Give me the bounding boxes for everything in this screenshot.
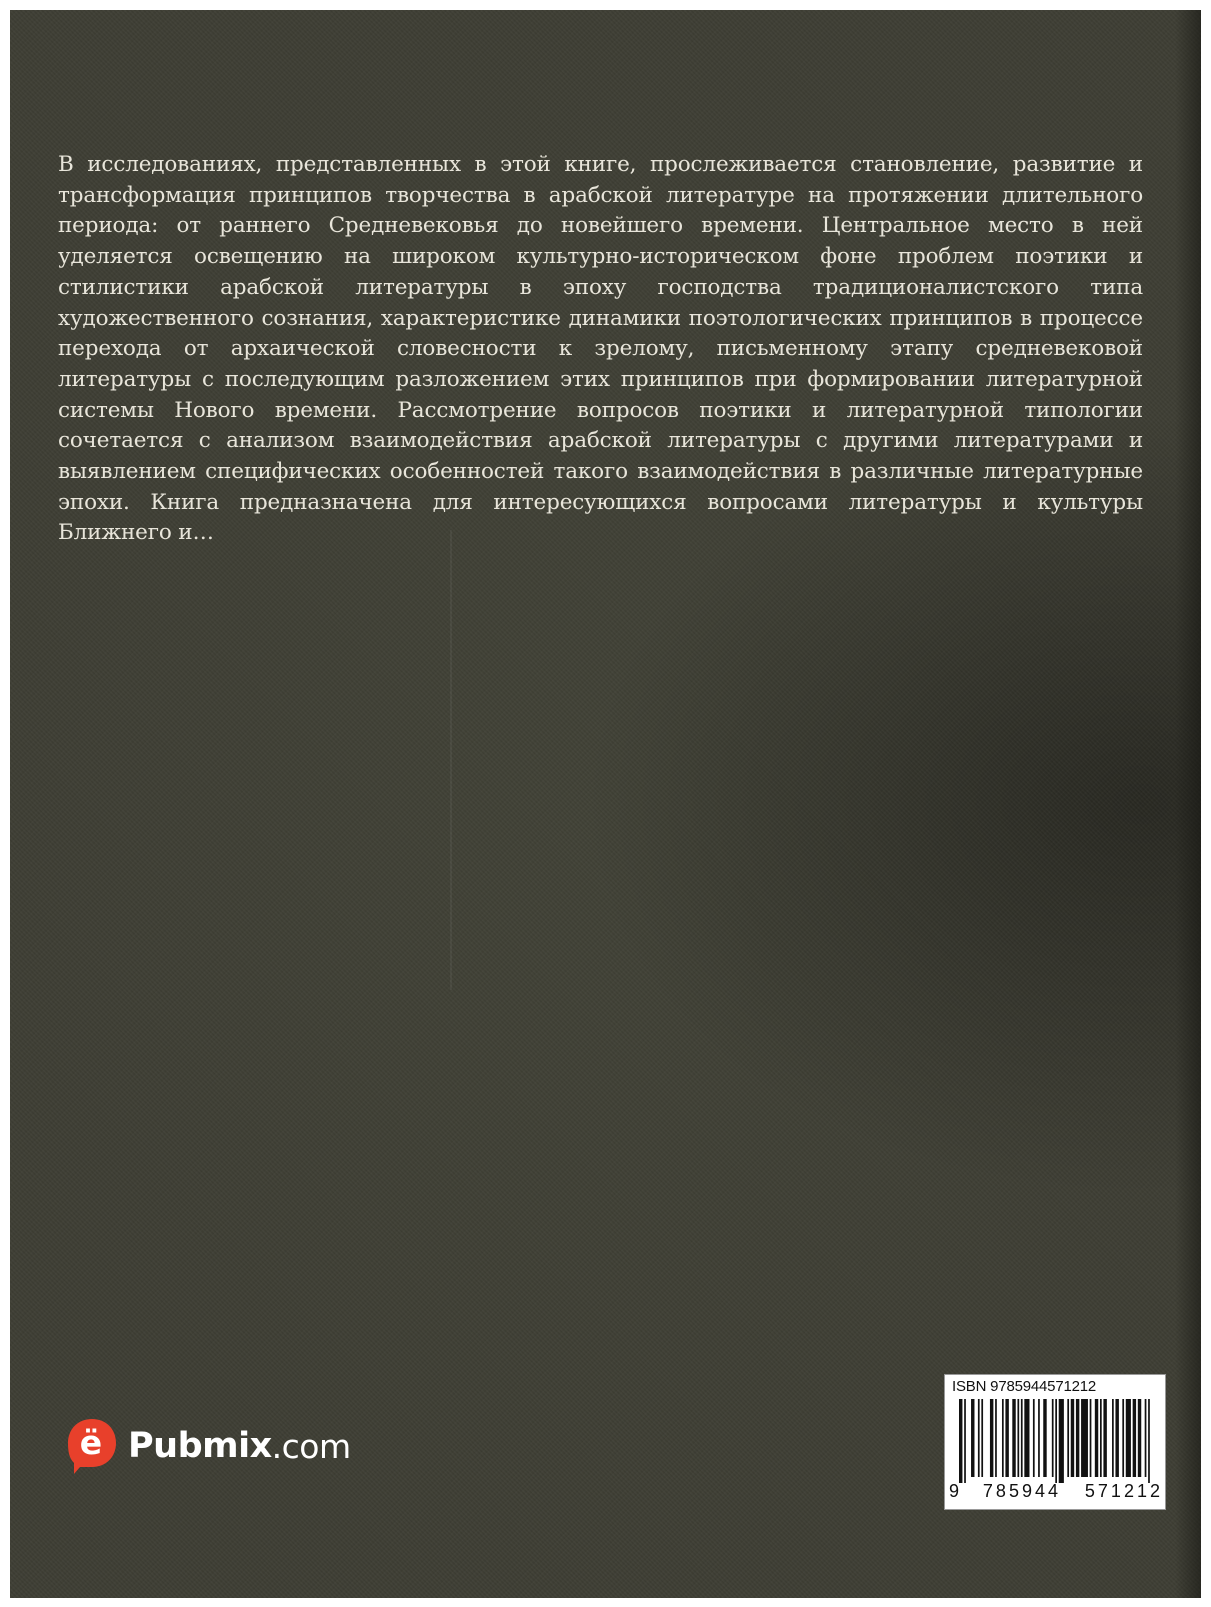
barcode-digits [949,1481,1163,1502]
barcode-bar [1038,1399,1040,1477]
barcode-bar [1112,1399,1114,1477]
barcode-bar [1138,1399,1141,1477]
cover-crease [450,530,452,990]
barcode-digits-right: 571212 [1084,1481,1163,1501]
barcode-bar [1133,1399,1136,1477]
barcode-bar [1017,1399,1019,1477]
isbn-barcode-box [944,1374,1166,1510]
barcode-bar [1095,1399,1098,1477]
barcode-bar [981,1399,983,1477]
barcode-bar [1043,1399,1046,1477]
barcode-bar [1055,1399,1057,1483]
barcode-digits-left: 785944 [982,1481,1061,1501]
barcode-bar [1059,1399,1064,1483]
barcode-bar [1071,1399,1074,1477]
barcode-bar [1076,1399,1079,1477]
barcode-bar [995,1399,997,1477]
barcode-bar [959,1399,962,1483]
barcode-bar [1024,1399,1029,1477]
barcode-bar [964,1399,966,1483]
barcode-bar [1052,1399,1054,1477]
publisher-name: Pubmix [128,1426,272,1466]
barcode-icon [959,1399,1155,1483]
barcode-bar [1145,1399,1147,1477]
barcode-bar [1148,1399,1150,1483]
barcode-bar [1090,1399,1092,1477]
barcode-bar [1100,1399,1102,1477]
isbn-label: ISBN 9785944571212 [952,1378,1097,1395]
barcode-bar [1067,1399,1069,1477]
barcode-digit-first: 9 [949,1481,960,1501]
publisher-domain: .com [271,1426,351,1466]
barcode-bar [971,1399,974,1477]
pubmix-badge-icon [66,1417,118,1475]
barcode-bar [978,1399,980,1477]
publisher-logo [66,1416,351,1476]
barcode-bar [1002,1399,1004,1477]
barcode-bar [1033,1399,1035,1477]
barcode-bar [990,1399,993,1477]
barcode-bar [1122,1399,1124,1477]
logo-letter: ё [79,1423,103,1462]
barcode-bar [1103,1399,1106,1477]
cover-spine-shadow [1175,10,1201,1598]
barcode-bar [1005,1399,1008,1477]
barcode-bar [1012,1399,1015,1477]
book-description: В исследованиях, представленных в этой книге, прослеживается становление, развитие и трансформация принципов творчества в арабской литературе на протяжении длительного периода: от раннего Средневековья до новейшего времени. Центральное место в ней уделяется освещению на широком культурно-историческом фоне проблем поэтики и стилистики арабской литературы в эпоху господства традиционалистского типа художественного сознания, характеристике динамики поэтологических принципов в процессе перехода от архаической словесности к зрелому, письменному этапу средневековой литературы с последующим разложением этих принципов при формировании литературной системы Нового времени. Рассмотрение вопросов поэтики и литературной типологии сочетается с анализом взаимодействия арабской литературы с другими литературами и выявлением специфических особенностей такого взаимодействия в различные литературные эпохи. Книга предназначена для интересующихся вопросами литературы и культуры Ближнего и… [58,152,1143,546]
barcode-bar [1126,1399,1131,1477]
barcode-bar [1081,1399,1088,1477]
barcode-bar [1115,1399,1118,1477]
barcode-bar [1021,1399,1023,1477]
